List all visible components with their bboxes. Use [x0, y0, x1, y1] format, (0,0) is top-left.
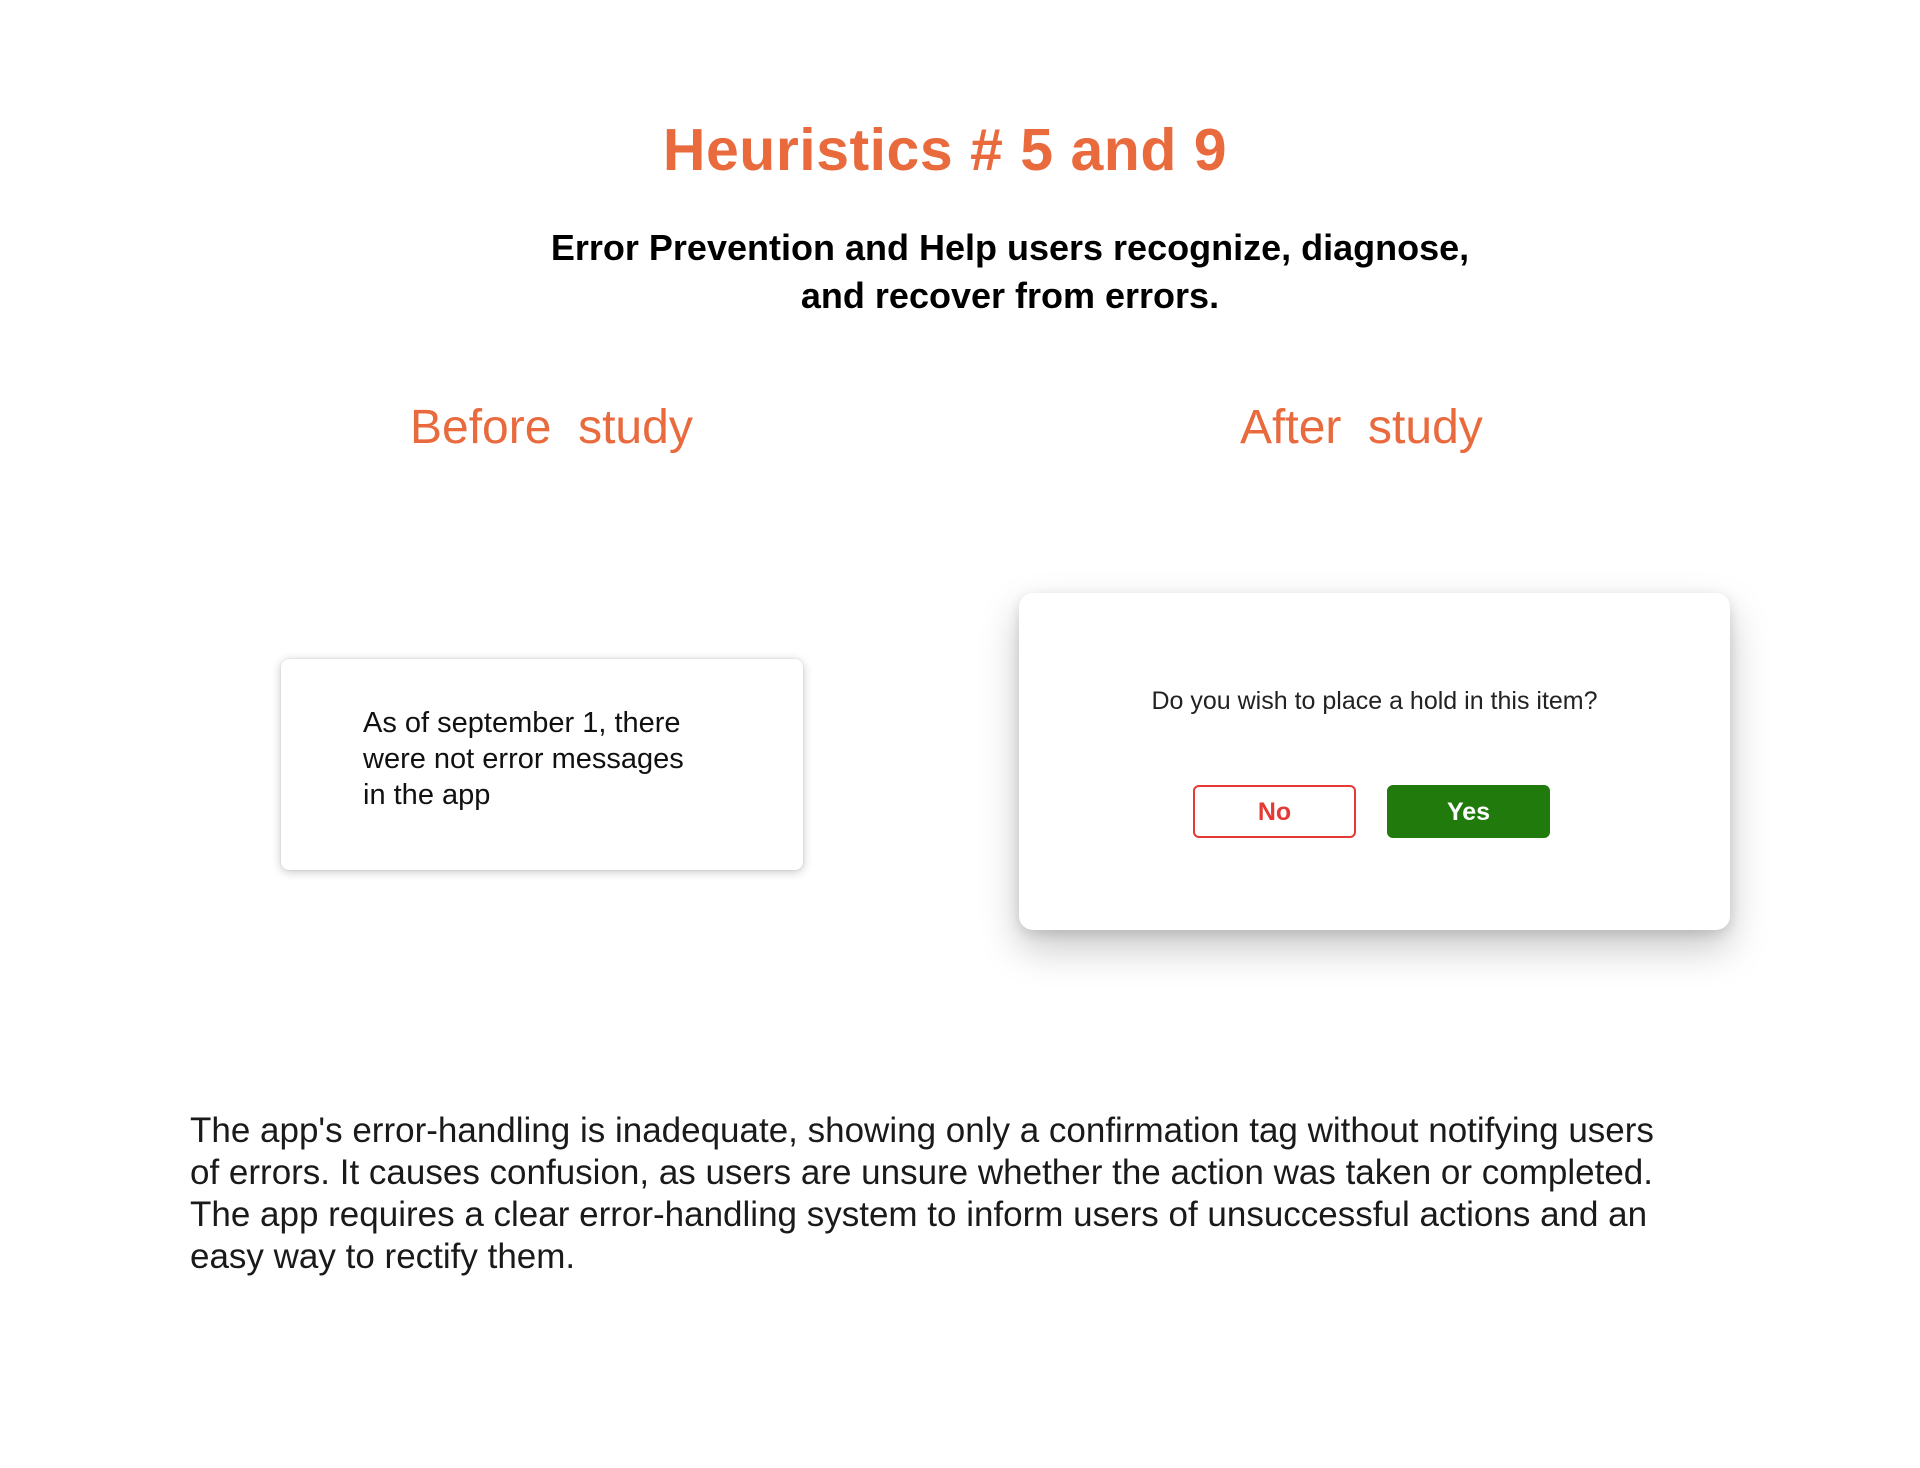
before-card-line: As of september 1, there	[363, 707, 681, 739]
description-line: The app requires a clear error-handling system to inform users of unsuccessful actions and an	[190, 1195, 1648, 1234]
description-line: easy way to rectify them.	[190, 1237, 576, 1276]
description-paragraph	[190, 1110, 1750, 1278]
description-line: The app's error-handling is inadequate, showing only a confirmation tag without notifying users	[190, 1111, 1654, 1150]
before-card-text	[363, 705, 743, 813]
before-card-line: were not error messages	[363, 743, 684, 775]
yes-button[interactable]: Yes	[1387, 785, 1550, 838]
before-study-label: Before study	[410, 401, 693, 454]
subtitle-line: and recover from errors.	[800, 275, 1220, 316]
dialog-question: Do you wish to place a hold in this item?	[1151, 687, 1598, 715]
no-button[interactable]: No	[1193, 785, 1356, 838]
page-title: Heuristics # 5 and 9	[662, 117, 1228, 183]
before-card-line: in the app	[363, 779, 491, 811]
after-study-label: After study	[1240, 401, 1483, 454]
before-study-card	[281, 659, 803, 870]
subtitle	[470, 224, 1550, 320]
subtitle-line: Error Prevention and Help users recognize, diagnose,	[550, 227, 1470, 268]
description-line: of errors. It causes confusion, as users are unsure whether the action was taken or completed.	[190, 1153, 1653, 1192]
hold-confirmation-dialog	[1019, 593, 1730, 930]
